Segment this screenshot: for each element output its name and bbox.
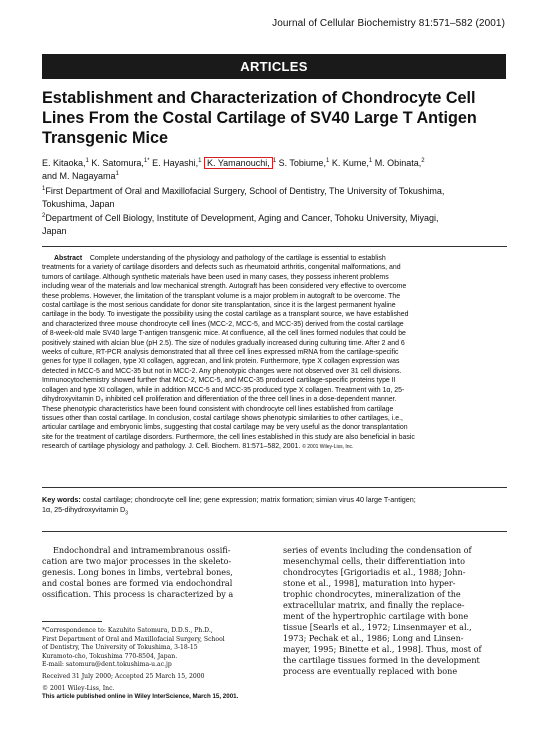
body-line: process are eventually replaced with bone [283, 666, 458, 676]
author-name: K. Satomura, [91, 158, 144, 168]
correspondence-line: First Department of Oral and Maxillofacial Surgery, School [42, 635, 225, 643]
body-line: trophic chondrocytes, mineralization of the [283, 589, 461, 599]
title-line: Establishment and Characterization of Chondrocyte Cell [42, 89, 476, 107]
abstract-line: tumors of cartilage. Although synthetic materials have been used in many cases, they possess inherent problems [42, 273, 389, 281]
highlighted-author-box [204, 157, 273, 169]
correspondence-line: *Correspondence to: Kazuhito Satomura, D.D.S., Ph.D., [42, 627, 213, 634]
author-name: E. Hayashi, [152, 158, 199, 168]
abstract-line: These phenotypic characteristics have been found consistent with chondrocyte cell lines established from cartilage [42, 405, 394, 413]
body-line: Endochondral and intramembranous ossifi- [53, 545, 231, 555]
affiliation-text: Tokushima, Japan [42, 198, 115, 209]
affiliation-marker: 2 [42, 213, 46, 219]
author-affiliation-marker: 2 [421, 158, 425, 164]
abstract-line: Immunocytochemistry showed further that MCC-2, MCC-5, and MCC-35 produced cartilage-specific proteins type II [42, 377, 396, 385]
author-name: M. Obinata, [374, 158, 422, 168]
online-publication-note: This article published online in Wiley InterScience, March 15, 2001. [42, 693, 239, 701]
affiliation [42, 185, 512, 210]
abstract-line: collagen and type XI collagen, while in addition MCC-5 and MCC-35 produced type X collagen. Treatment with 1α, 25- [42, 386, 405, 394]
author-line [42, 157, 512, 170]
abstract-line: tissues other than costal cartilage. In conclusion, costal cartilage shows phenotypic similarities to other cartilages, i.e., [42, 414, 403, 422]
author-name: and M. Nagayama [42, 171, 116, 181]
correspondence-line: Kuramoto-cho, Tokushima 770-8504, Japan. [42, 652, 178, 660]
author-name: S. Tobiume, [278, 158, 326, 168]
abstract-line: detected in MCC-5 and MCC-35 but not in MCC-2. Any phenotypic changes were not observed over 31 cell divisions. [42, 367, 402, 375]
body-line: chondrocytes [Grigoriadis et al., 1988; John- [283, 567, 466, 577]
body-line: the cartilage tissues formed in the development [283, 655, 480, 665]
footnote-copyright: © 2001 Wiley-Liss, Inc. [42, 684, 115, 692]
affiliation-text: Department of Cell Biology, Institute of Development, Aging and Cancer, Tohoku University, Miyagi, [45, 213, 439, 223]
keywords-text: costal cartilage; chondrocyte cell line; gene expression; matrix formation; simian virus 40 large T-antigen; [82, 495, 416, 504]
abstract [42, 254, 507, 453]
author-affiliation-marker: 1 [368, 158, 373, 164]
footnotes [42, 627, 262, 702]
journal-citation-header: Journal of Cellular Biochemistry 81:571–582 (2001) [272, 18, 505, 29]
body-line: series of events including the condensation of [283, 545, 472, 555]
abstract-line: genes for type II collagen, type XI collagen, aggrecan, and link protein. Furthermore, type X collagen expression was [42, 358, 400, 366]
author-name: E. Kitaoka, [42, 158, 86, 168]
abstract-line: including wear of the materials and low mechanical strength. Autograft has been considered very effective to overcome [42, 283, 407, 291]
divider [42, 531, 507, 532]
footnote-divider [42, 621, 102, 622]
divider [42, 487, 507, 488]
section-banner-label: ARTICLES [240, 59, 308, 74]
author-affiliation-marker: 1 [325, 158, 330, 164]
author-list [42, 157, 512, 183]
affiliation [42, 212, 512, 237]
body-line: genesis. Long bones in limbs, vertebral bones, [42, 567, 233, 577]
body-line: cation are two major processes in the skeleto- [42, 556, 232, 566]
keywords-label: Key words: [42, 495, 81, 504]
keywords-subscript: 3 [125, 510, 129, 517]
section-banner [42, 54, 506, 79]
body-line: mesenchymal cells, their differentiation into [283, 556, 465, 566]
keywords [42, 495, 507, 515]
abstract-line: Complete understanding of the physiology and pathology of the cartilage is essential to establish [89, 255, 386, 262]
abstract-line: dihydroxyvitamin D₃ inhibited cell proliferation and differentiation of the three cell lines in a dose-dependent manner. [42, 396, 397, 404]
body-line: 1973; Pechak et al., 1986; Long and Linsen- [283, 633, 464, 643]
author-affiliation-marker: 1 [115, 171, 119, 177]
keywords-text: 1α, 25-dihydroxyvitamin D [42, 505, 126, 514]
author-name: K. Kume, [331, 158, 369, 168]
affiliation-marker: 1 [42, 186, 46, 192]
title-line: Transgenic Mice [42, 129, 168, 147]
abstract-copyright: © 2001 Wiley-Liss, Inc. [302, 444, 354, 451]
correspondence-line: E-mail: satomura@dent.tokushima-u.ac.jp [42, 661, 172, 669]
author-affiliation-marker: 1 [85, 158, 89, 164]
abstract-line: cartilage in the body. To investigate the possibility using the costal cartilage as a transplant source, we have established [42, 311, 409, 319]
abstract-line: these problems. However, the limitation of the transplant volume is a major problem in autograft to be overcome. The [42, 292, 401, 300]
correspondence-line: of Dentistry, The University of Tokushima, 3-18-15 [42, 644, 198, 652]
author-affiliation-marker: 1* [143, 158, 150, 164]
body-line: ossification. This process is characterized by a [42, 589, 234, 599]
article-title [42, 88, 512, 148]
author-line [42, 170, 512, 183]
abstract-line: treatments for a variety of cartilage disorders and defects such as rheumatoid arthritis, congenital malformations, and [42, 264, 401, 272]
affiliation-text: Japan [42, 225, 67, 236]
abstract-line: of 8-week-old male SV40 large T-antigen transgenic mice. At confluence, all the cell lines formed nodules that could be [42, 330, 406, 338]
received-dates: Received 31 July 2000; Accepted 25 March 15, 2000 [42, 672, 205, 680]
body-line: extracellular matrix, and finally the replace- [283, 600, 465, 610]
body-line: tissue [Searls et al., 1972; Linsenmayer et al., [283, 622, 472, 632]
abstract-line: articular cartilage and embryonic limbs, suggesting that costal cartilage may be very useful as the donor transplantation [42, 424, 408, 432]
body-column-right [283, 545, 501, 677]
body-line: and costal bones are formed via endochondral [42, 578, 233, 588]
author-affiliation-marker: 1 [198, 158, 202, 164]
abstract-line: costal cartilage is the most serious candidate for donor site transplantation, since it is the largest permanent hyaline [42, 302, 396, 310]
abstract-line: site for the treatment of cartilage disorders. Furthermore, the cell lines established in this study are also beneficial in basic [42, 433, 415, 441]
abstract-line: and characterized three mouse chondrocyte cell lines (MCC-2, MCC-5, and MCC-35) derived from the costal cartilage [42, 320, 404, 328]
author-name: K. Yamanouchi, [207, 158, 270, 168]
body-column-left [42, 545, 260, 600]
abstract-label: Abstract [54, 255, 83, 262]
body-line: ment of the hypertrophic cartilage with bone [283, 611, 469, 621]
affiliation-text: First Department of Oral and Maxillofacial Surgery, School of Dentistry, The University of Tokushima, [45, 186, 445, 196]
abstract-line: positively stained with alcian blue (pH 2.5). The size of nodules gradually increased during culturing time. After 2 and 6 [42, 339, 405, 347]
abstract-line: weeks of culture, RT-PCR analysis demonstrated that all three cell lines expressed mRNA from the cartilage-specific [42, 349, 399, 357]
title-line: Lines From the Costal Cartilage of SV40 Large T Antigen [42, 109, 477, 127]
abstract-line: research of cartilage physiology and pathology. J. Cell. Biochem. 81:571–582, 2001. [42, 443, 301, 451]
author-affiliation-marker: 1 [272, 158, 277, 164]
divider [42, 246, 507, 247]
body-line: stone et al., 1998], maturation into hyper- [283, 578, 456, 588]
body-line: mayer, 1995; Binette et al., 1998]. Thus, most of [283, 644, 482, 654]
